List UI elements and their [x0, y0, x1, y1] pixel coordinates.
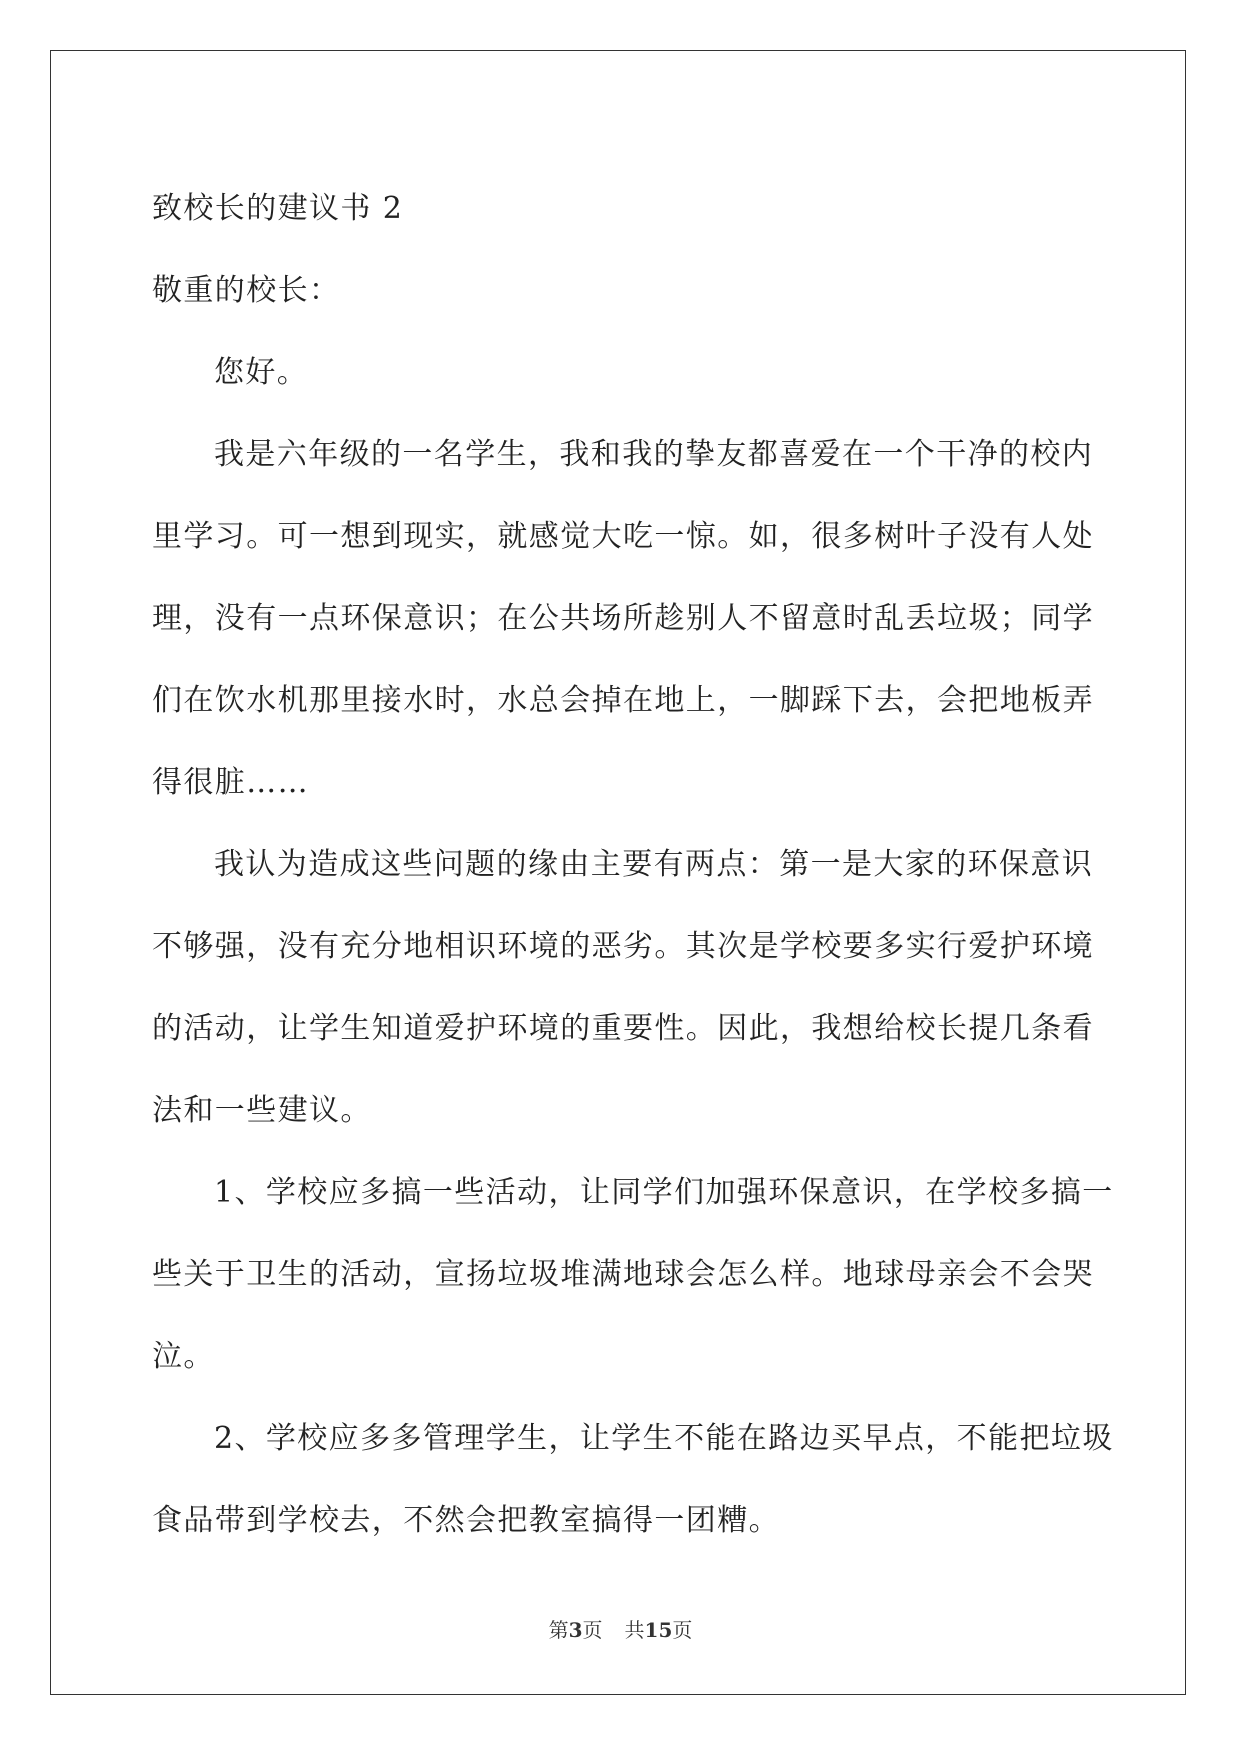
paragraph-line: 们在饮水机那里接水时，水总会掉在地上，一脚踩下去，会把地板弄 [152, 683, 1094, 718]
paragraph-line: 里学习。可一想到现实，就感觉大吃一惊。如，很多树叶子没有人处 [152, 519, 1094, 554]
page-prefix: 第 [548, 1618, 569, 1642]
paragraph-line: 理，没有一点环保意识；在公共场所趁别人不留意时乱丢垃圾；同学 [152, 601, 1094, 636]
page-footer [0, 1618, 1241, 1642]
total-pages: 15 [644, 1618, 673, 1642]
suggestion-line: 1、学校应多搞一些活动，让同学们加强环保意识，在学校多搞一 [214, 1175, 1114, 1210]
salutation: 敬重的校长： [152, 273, 341, 308]
total-prefix: 共 [624, 1618, 645, 1642]
page-suffix: 页 [582, 1618, 603, 1642]
suggestion-line: 食品带到学校去，不然会把教室搞得一团糟。 [152, 1503, 780, 1538]
paragraph-line: 不够强，没有充分地相识环境的恶劣。其次是学校要多实行爱护环境 [152, 929, 1094, 964]
paragraph-line: 得很脏…… [152, 765, 309, 800]
total-suffix: 页 [672, 1618, 693, 1642]
document-title: 致校长的建议书 2 [152, 191, 404, 226]
paragraph-line: 我是六年级的一名学生，我和我的挚友都喜爱在一个干净的校内 [214, 437, 1094, 472]
paragraph-line: 的活动，让学生知道爱护环境的重要性。因此，我想给校长提几条看 [152, 1011, 1094, 1046]
suggestion-line: 泣。 [152, 1339, 215, 1374]
paragraph-line: 法和一些建议。 [152, 1093, 372, 1128]
greeting: 您好。 [214, 355, 309, 390]
suggestion-line: 2、学校应多多管理学生，让学生不能在路边买早点，不能把垃圾 [214, 1421, 1114, 1456]
document-body [152, 168, 1114, 1562]
page-current: 3 [568, 1618, 583, 1642]
suggestion-line: 些关于卫生的活动，宣扬垃圾堆满地球会怎么样。地球母亲会不会哭 [152, 1257, 1094, 1292]
paragraph-line: 我认为造成这些问题的缘由主要有两点：第一是大家的环保意识 [214, 847, 1094, 882]
